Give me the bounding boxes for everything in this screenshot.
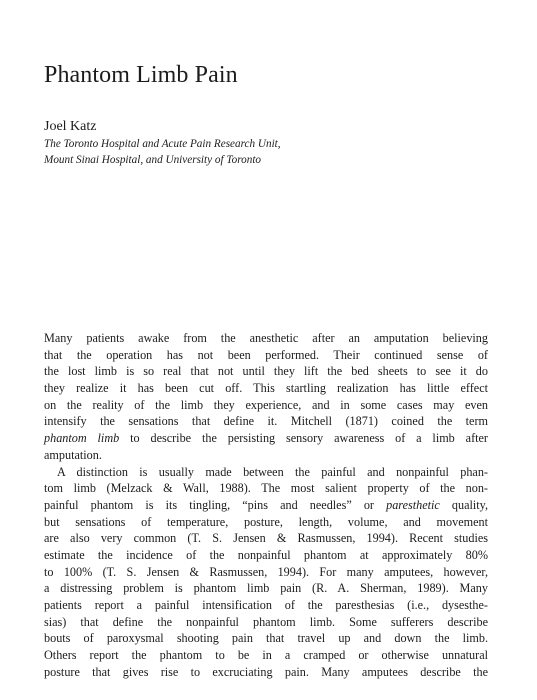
article-title: Phantom Limb Pain xyxy=(44,62,238,88)
text-segment: painful phantom is its tingling, “pins and needles” or xyxy=(44,497,387,512)
text-line: amputation. xyxy=(44,447,102,462)
paragraph-1 xyxy=(44,330,488,464)
text-line: sias) that define the nonpainful phantom limb. Some sufferers describe xyxy=(44,614,488,629)
text-line: intensify the sensations that define it. Mitchell (1871) coined the term xyxy=(44,414,488,429)
text-line: estimate the incidence of the nonpainful phantom at approximately 80% xyxy=(44,547,488,562)
text-line: tom limb (Melzack & Wall, 1988). The most salient property of the non- xyxy=(44,481,488,496)
text-line: a distressing problem is phantom limb pain (R. A. Sherman, 1989). Many xyxy=(44,581,488,596)
paragraph-2 xyxy=(44,464,488,681)
text-line: patients report a painful intensification of the paresthesias (i.e., dysesthe- xyxy=(44,598,488,612)
text-line: bouts of paroxysmal shooting pain that travel up and down the limb. xyxy=(44,631,488,646)
text-line: but sensations of temperature, posture, length, volume, and movement xyxy=(44,514,488,529)
article-body xyxy=(44,330,488,680)
author-name: Joel Katz xyxy=(44,119,97,134)
text-segment: to describe the persisting sensory awareness of a limb after xyxy=(119,431,488,446)
affiliation-line: Mount Sinai Hospital, and University of Toronto xyxy=(44,154,262,166)
text-line: posture that gives rise to excruciating pain. Many amputees describe the xyxy=(44,664,488,679)
author-affiliation xyxy=(44,136,281,168)
text-line: that the operation has not been performed. Their continued sense of xyxy=(44,347,488,362)
text-line: A distinction is usually made between the painful and nonpainful phan- xyxy=(57,464,488,479)
text-line: on the reality of the limb they experience, and in some cases may even xyxy=(44,397,488,412)
italic-term: phantom limb xyxy=(44,431,120,446)
affiliation-line: The Toronto Hospital and Acute Pain Research Unit, xyxy=(44,138,281,150)
text-line: they realize it has been cut off. This startling realization has little effect xyxy=(44,381,488,396)
text-segment: quality, xyxy=(439,497,488,512)
text-line: the lost limb is so real that not until they lift the bed sheets to see it do xyxy=(44,364,488,379)
text-line: to 100% (T. S. Jensen & Rasmussen, 1994). For many amputees, however, xyxy=(44,564,488,579)
text-line xyxy=(44,497,488,514)
text-line xyxy=(44,430,488,447)
text-line: are also very common (T. S. Jensen & Rasmussen, 1994). Recent studies xyxy=(44,531,488,546)
text-line: Others report the phantom to be in a cramped or otherwise unnatural xyxy=(44,648,488,663)
italic-term: paresthetic xyxy=(386,497,440,512)
text-line: Many patients awake from the anesthetic after an amputation believing xyxy=(44,331,488,345)
